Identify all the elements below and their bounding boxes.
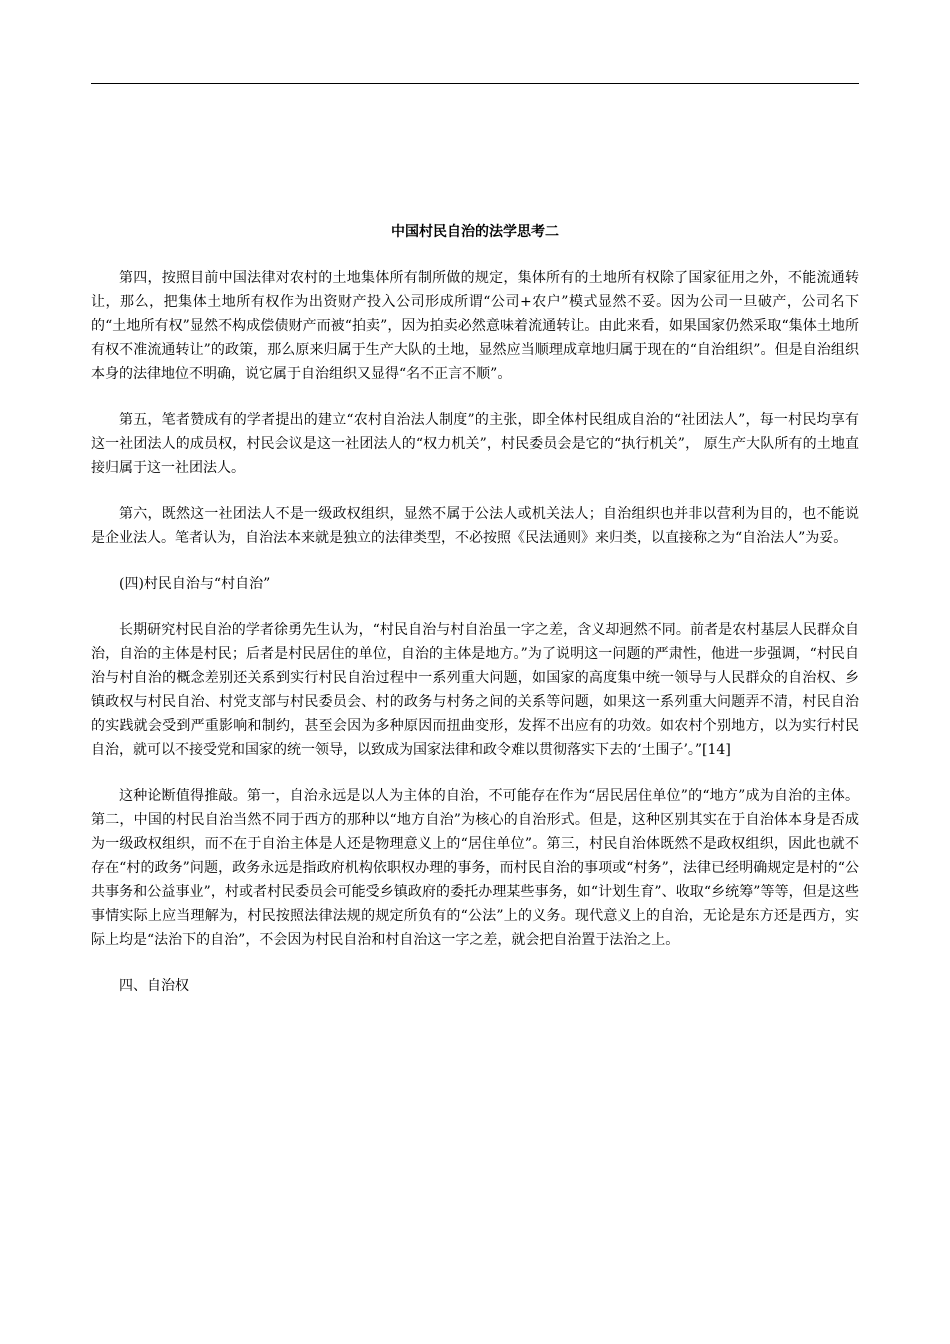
section-heading-autonomy-rights: 四、自治权 bbox=[119, 978, 189, 994]
document-body bbox=[91, 222, 859, 1020]
section-heading-village-autonomy: (四)村民自治与“村自治” bbox=[119, 576, 271, 592]
paragraph-sixth: 第六，既然这一社团法人不是一级政权组织，显然不属于公法人或机关法人；自治组织也并非以营利为目的，也不能说是企业法人。笔者认为，自治法本来就是独立的法律类型，不必按照《民法通则》来归类，以直接称之为“自治法人”为妥。 bbox=[91, 506, 859, 546]
document-title: 中国村民自治的法学思考二 bbox=[391, 224, 559, 240]
paragraph-xu-yong-quote: 长期研究村民自治的学者徐勇先生认为，“村民自治与村自治虽一字之差，含义却迥然不同。前者是农村基层人民群众自治，自治的主体是村民；后者是村民居住的单位，自治的主体是地方。”为了说明这一问题的严肃性，他进一步强调，“村民自治与村自治的概念差别还关系到实行村民自治过程中一系列重大问题，如国家的高度集中统一领导与人民群众的自治权、乡镇政权与村民自治、村党支部与村民委员会、村的政务与村务之间的关系等问题，如果这一系列重大问题弄不清，村民自治的实践就会受到严重影响和制约，甚至会因为多种原因而扭曲变形，发挥不出应有的功效。如农村个别地方，以为实行村民自治，就可以不接受党和国家的统一领导，以致成为国家法律和政令难以贯彻落实下去的‘土围子’。”[14] bbox=[91, 622, 859, 758]
paragraph-fifth: 第五，笔者赞成有的学者提出的建立“农村自治法人制度”的主张，即全体村民组成自治的“社团法人”，每一村民均享有这一社团法人的成员权，村民会议是这一社团法人的“权力机关”，村民委员会是它的“执行机关”， 原生产大队所有的土地直接归属于这一社团法人。 bbox=[91, 412, 859, 476]
paragraph-fourth: 第四，按照目前中国法律对农村的土地集体所有制所做的规定，集体所有的土地所有权除了国家征用之外，不能流通转让，那么，把集体土地所有权作为出资财产投入公司形成所谓“公司+农户”模式显然不妥。因为公司一旦破产，公司名下的“土地所有权”显然不构成偿债财产而被“拍卖”，因为拍卖必然意味着流通转让。由此来看，如果国家仍然采取“集体土地所有权不准流通转让”的政策，那么原来归属于生产大队的土地，显然应当顺理成章地归属于现在的“自治组织”。但是自治组织本身的法律地位不明确，说它属于自治组织又显得“名不正言不顺”。 bbox=[91, 270, 859, 382]
header-rule bbox=[91, 83, 859, 84]
paragraph-critique: 这种论断值得推敲。第一，自治永远是以人为主体的自治，不可能存在作为“居民居住单位”的“地方”成为自治的主体。第二，中国的村民自治当然不同于西方的那种以“地方自治”为核心的自治形式。但是，这种区别其实在于自治体本身是否成为一级政权组织，而不在于自治主体是人还是物理意义上的“居住单位”。第三，村民自治体既然不是政权组织，因此也就不存在“村的政务”问题，政务永远是指政府机构依职权办理的事务，而村民自治的事项或“村务”，法律已经明确规定是村的“公共事务和公益事业”，村或者村民委员会可能受乡镇政府的委托办理某些事务，如“计划生育”、收取“乡统筹”等等，但是这些事情实际上应当理解为，村民按照法律法规的规定所负有的“公法”上的义务。现代意义上的自治，无论是东方还是西方，实际上均是“法治下的自治”，不会因为村民自治和村自治这一字之差，就会把自治置于法治之上。 bbox=[91, 788, 859, 948]
